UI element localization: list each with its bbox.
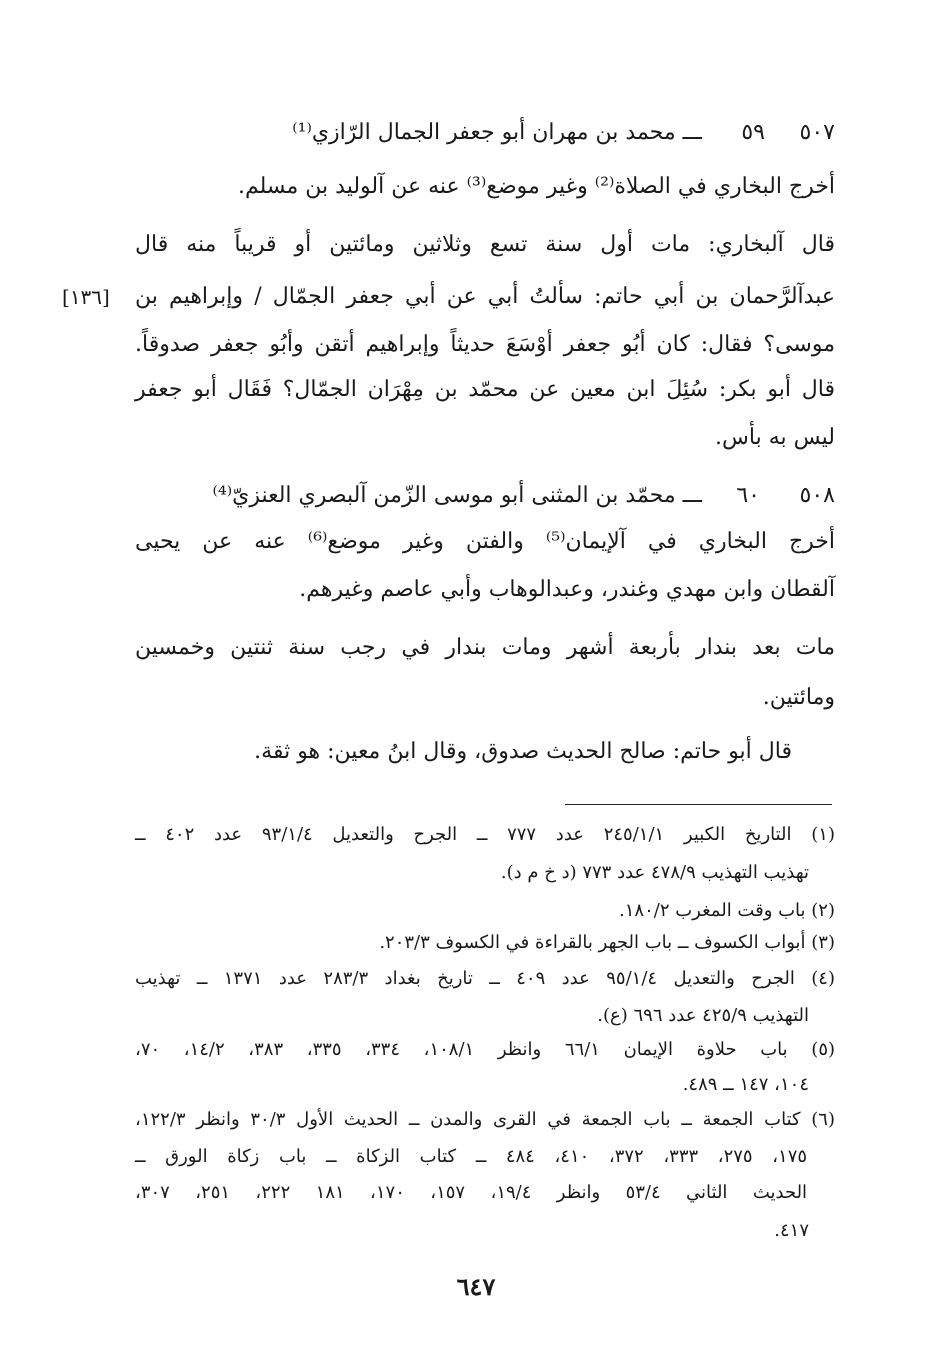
entry-507-line-5: قال أبو بكر: سُئِلَ ابن معين عن محمّد بن مِهْرَان الجمّال؟ فَقَال أبو جعفر (135, 377, 835, 402)
footnote-6-line-2: ١٧٥، ٢٧٥، ٣٣٣، ٣٧٢، ٤١٠، ٤٨٤ ــ كتاب الزكاة ــ باب زكاة الورق ــ (135, 1146, 808, 1167)
entry-508-number: ٥٠٨ (799, 483, 835, 508)
entry-507-line-4: موسى؟ فقال: كان أبُو جعفر أوْسَعَ حديثاً وإبراهيم أتقن وأبُو جعفر صدوقاً. (135, 332, 835, 357)
footnote-6-line-4: ٤١٧. (774, 1220, 809, 1241)
entry-507-line-6: ليس به بأس. (715, 425, 835, 450)
footnote-2: (٢) باب وقت المغرب ١٨٠/٢. (619, 900, 835, 921)
entry-508-line-3: مات بعد بندار بأربعة أشهر ومات بندار في رجب سنة ثنتين وخمسين (135, 635, 835, 660)
footnote-5-line-1: (٥) باب حلاوة الإيمان ٦٦/١ وانظر ١٠٨/١، ٣٣٤، ٣٣٥، ٣٨٣، ١٤/٢، ٧٠، (135, 1039, 836, 1060)
entry-508-line-1: أخرج البخاري في آلإيمان⁽⁵⁾ والفتن وغير موضع⁽⁶⁾ عنه عن يحيى (135, 529, 836, 554)
page-number: ٦٤٧ (456, 1272, 496, 1301)
footnote-4-line-1: (٤) الجرح والتعديل ٩٥/١/٤ عدد ٤٠٩ ــ تاريخ بغداد ٢٨٣/٣ عدد ١٣٧١ ــ تهذيب (135, 968, 835, 989)
entry-508-line-5: قال أبو حاتم: صالح الحديث صدوق، وقال ابنُ معين: هو ثقة. (254, 739, 792, 764)
footnote-1-line-2: تهذيب التهذيب ٤٧٨/٩ عدد ٧٧٣ (د خ م د). (500, 862, 809, 883)
entry-507-line-2: قال آلبخاري: مات أول سنة تسع وثلاثين ومائتين أو قريباً منه قال (135, 232, 835, 257)
entry-508-heading: ـــ محمّد بن المثنى أبو موسى الزّمن آلبصري العنزيّ⁽⁴⁾ (212, 483, 702, 508)
footnote-5-line-2: ١٠٤، ١٤٧ ــ ٤٨٩. (682, 1074, 809, 1095)
entry-508-sub-number: ٦٠ (736, 483, 760, 508)
footnote-3: (٣) أبواب الكسوف ــ باب الجهر بالقراءة في الكسوف ٢٠٣/٣. (379, 932, 835, 953)
entry-507-number: ٥٠٧ (799, 120, 835, 145)
entry-507-line-1: أخرج البخاري في الصلاة⁽²⁾ وغير موضع⁽³⁾ عنه عن آلوليد بن مسلم. (237, 174, 835, 199)
footnote-separator (565, 804, 832, 805)
entry-508-line-4: ومائتين. (762, 685, 835, 710)
footnote-6-line-3: الحديث الثاني ٥٣/٤ وانظر ١٩/٤، ١٥٧، ١٧٠، ١٨١ ٢٢٢، ٢٥١، ٣٠٧، (135, 1182, 808, 1203)
entry-508-line-2: آلقطان وابن مهدي وغندر، وعبدالوهاب وأبي عاصم وغيرهم. (299, 577, 835, 602)
footnote-1-line-1: (١) التاريخ الكبير ٢٤٥/١/١ عدد ٧٧٧ ــ الجرح والتعديل ٩٣/١/٤ عدد ٤٠٢ ــ (135, 824, 835, 845)
entry-507-heading: ـــ محمد بن مهران أبو جعفر الجمال الرّازي⁽¹⁾ (292, 120, 702, 145)
entry-507-line-3: عبدآلرَّحمان بن أبي حاتم: سألتُ أبي عن أبي جعفر الجمّال / وإبراهيم بن (135, 284, 835, 309)
footnote-4-line-2: التهذيب ٤٢٥/٩ عدد ٦٩٦ (ع). (597, 1005, 809, 1026)
footnote-6-line-1: (٦) كتاب الجمعة ــ باب الجمعة في القرى والمدن ــ الحديث الأول ٣٠/٣ وانظر ١٢٢/٣، (135, 1109, 835, 1130)
margin-note: [١٣٦] (62, 285, 110, 309)
entry-507-sub-number: ٥٩ (741, 120, 765, 145)
